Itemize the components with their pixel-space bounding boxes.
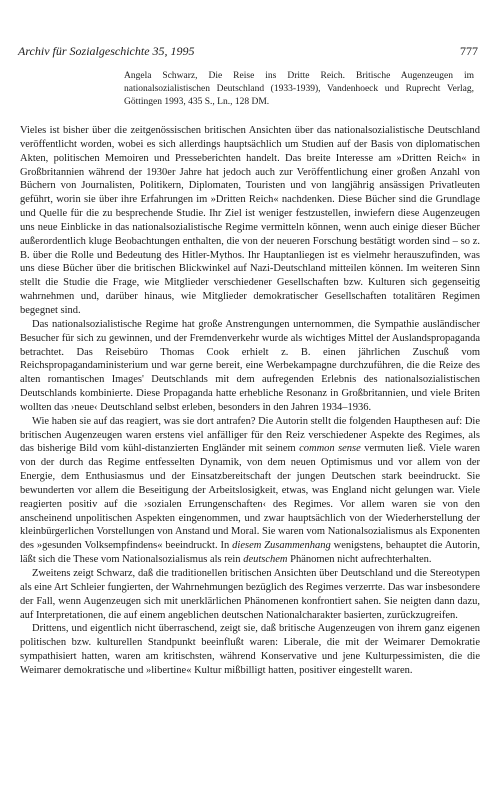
italic-text: common sense bbox=[299, 443, 361, 455]
body-paragraph bbox=[20, 567, 480, 622]
body-paragraph bbox=[20, 318, 480, 415]
paragraph-text: Phänomen nicht aufrechterhalten. bbox=[287, 554, 432, 566]
paragraph-text: Drittens, und eigentlich nicht überraschend, zeigt sie, daß britische Augenzeugen von ihrem ganz eigenen politischen bzw. kulturellen Standpunkt beeinflußt waren: Liberale, die mit der Weimarer Demokratie sympathisiert hatten, waren am kritischsten, während Konservative und jene Kulturpessimisten, die die Weimarer demokratische und »libertine« Kultur mißbilligt hatten, positiver eingestellt waren. bbox=[20, 623, 480, 676]
paragraph-text: wenigstens, behauptet die Autorin, läßt sich die These vom Nationalsozialismus als rein bbox=[20, 540, 480, 566]
book-citation: Angela Schwarz, Die Reise ins Dritte Reich. Britische Augenzeugen im nationalsozialistischen Deutschland (1933-1939), Vandenhoeck und Ruprecht Verlag, Göttingen 1993, 435 S., Ln., 128 DM. bbox=[124, 71, 474, 107]
body-paragraph bbox=[20, 124, 480, 318]
paragraph-text: Vieles ist bisher über die zeitgenössischen britischen Ansichten über das nationalsozialistische Deutschland veröffentlicht worden, wobei es sich allerdings hauptsächlich um Studien auf der Basis von diplomatischen Akten, politischen Memoiren und Presseberichten handelt. Das breite Interesse am »Dritten Reich« in Großbritannien während der 1930er Jahre hat jedoch auch zur Veröffentlichung einer großen Anzahl von Büchern von Journalisten, Politikern, Diplomaten, Touristen und von langjährig ansässigen Privatleuten geführt, worin sie über ihre Erfahrungen im »Dritten Reich« nachdenken. Diese Bücher sind die Grundlage und Quelle für die zu besprechende Studie. Ihr Ziel ist weniger festzustellen, inwiefern diese Augenzeugen uns neue Einblicke in das nationalsozialistische Regime vermitteln können, wenn auch einige dieser Bücher außerordentlich kluge Beobachtungen enthalten, die von der neueren Forschung bestätigt worden sind – so z. B. über die Rolle und Bedeutung des Hitler-Mythos. Ihr Hauptanliegen ist es vielmehr herauszufinden, was uns diese Bücher über die britischen Blickwinkel auf Nazi-Deutschland mitteilen können. Im weiteren Sinn stellt die Studie die Frage, wie Mitglieder verschiedener Gesellschaften bzw. Kulturen sich gegenseitig wahrnehmen und, darüber hinaus, wie Mitglieder demokratischer Gesellschaften totalitären Regimen begegnet sind. bbox=[20, 125, 480, 316]
paragraph-text: Zweitens zeigt Schwarz, daß die traditionellen britischen Ansichten über Deutschland und die Stereotypen als eine Art Schleier fungierten, der Wahrnehmungen bezüglich des Regimes verzerrte. Das war insbesondere der Fall, wenn Augenzeugen sich mit unerklärlichen Phänomenen konfrontiert sahen. Sie neigten dann dazu, auf Interpretationen, die auf einem angeblichen deutschen Nationalcharakter basierten, zurückzugreifen. bbox=[20, 568, 480, 621]
paragraph-text: Das nationalsozialistische Regime hat große Anstrengungen unternommen, die Sympathie ausländischer Besucher für sich zu gewinnen, und der Fremdenverkehr wurde als wichtiges Mittel der Auslandspropaganda betrachtet. Das Reisebüro Thomas Cook erhielt z. B. einen jährlichen Zuschuß vom Reichspropagandaministerium und war gerne bereit, eine Werbekampagne durchzuführen, die die Reize des alten romantischen Images' Deutschlands mit dem aufregenden Erlebnis des nationalsozialistischen Deutschlands kombinierte. Diese Propaganda hatte erhebliche Resonanz in Großbritannien, und viele Briten wollten das ›neue‹ Deutschland selbst erleben, besonders in den Jahren 1934–1936. bbox=[20, 318, 480, 413]
paragraph-text: vermuten ließ. Viele waren von der durch das Regime entfesselten Dynamik, von dem neuen Optimismus und vor allem von der Energie, dem Enthusiasmus und der Einsatzbereitschaft der jungen Deutschen stark beeindruckt. Sie bewunderten vor allem die Beseitigung der Arbeitslosigkeit, etwas, was England nicht gelungen war. Viele reagierten positiv auf die ›sozialen Errungenschaften‹ des Regimes. Vor allem waren sie von den anscheinend unpolitischen Aspekten eingenommen, und zwar hauptsächlich von der Wiederherstellung der kleinbürgerlichen Vorstellungen von Anstand und Moral. Sie waren vom Nationalsozialismus als Exponenten des »gesunden Volksempfindens« beeindruckt. In bbox=[20, 443, 480, 552]
italic-text: deutschem bbox=[243, 554, 288, 566]
paragraph-text: Wie haben sie auf das reagiert, was sie dort antrafen? Die Autorin stellt die folgenden Haupthesen auf: Die britischen Augenzeugen waren erstens viel anfälliger für den Reiz verschiedener Aspekte des Regimes, als das bisherige Bild vom kühl-distanzierten Engländer mit seinem bbox=[20, 415, 480, 455]
page-number: 777 bbox=[460, 44, 478, 58]
italic-text: diesem Zusammenhang bbox=[232, 540, 331, 552]
body-paragraph bbox=[20, 415, 480, 567]
running-header-journal: Archiv für Sozialgeschichte 35, 1995 bbox=[18, 44, 195, 58]
review-body bbox=[20, 124, 480, 678]
body-paragraph bbox=[20, 622, 480, 677]
